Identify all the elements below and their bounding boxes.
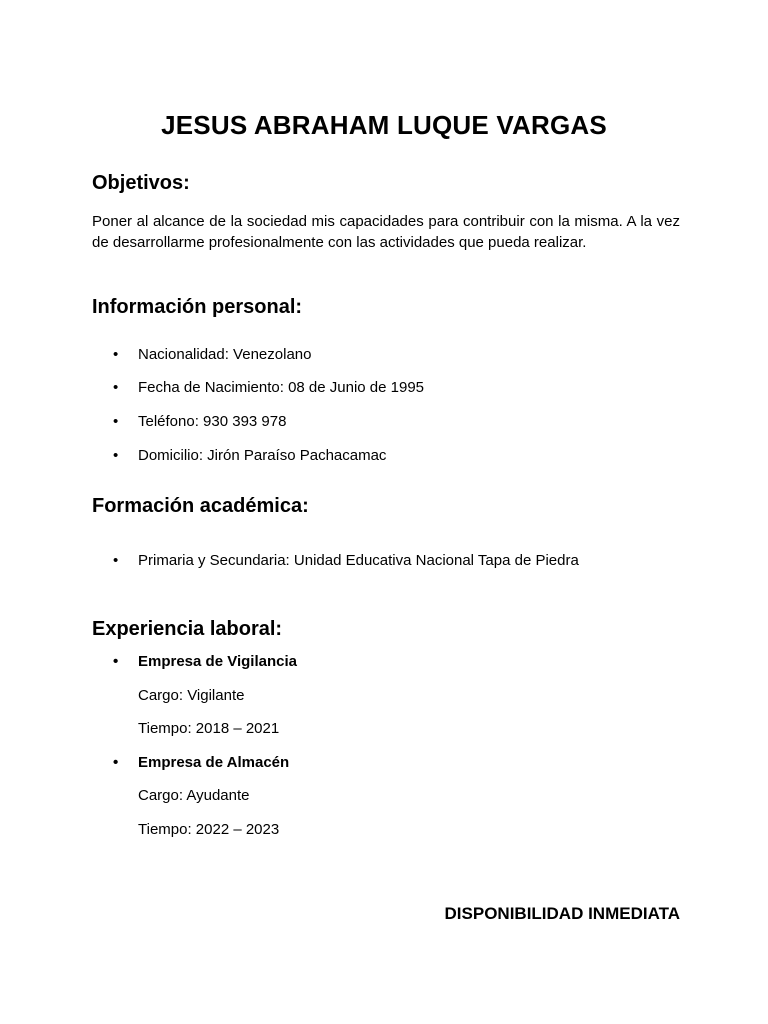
bullet-icon: •	[113, 447, 119, 464]
bullet-icon: •	[113, 346, 119, 363]
list-item	[113, 754, 290, 772]
nationality-text: Nacionalidad: Venezolano	[138, 346, 312, 363]
list-item	[113, 447, 387, 465]
job-company: Empresa de Almacén	[138, 754, 290, 771]
bullet-icon: •	[113, 754, 119, 771]
bullet-icon: •	[113, 552, 119, 569]
job-cargo: Cargo: Ayudante	[138, 787, 250, 804]
experience-heading: Experiencia laboral:	[92, 618, 283, 640]
job-company: Empresa de Vigilancia	[138, 653, 297, 670]
bullet-icon: •	[113, 379, 119, 396]
list-item	[113, 346, 312, 364]
list-item	[113, 379, 425, 397]
address-text: Domicilio: Jirón Paraíso Pachacamac	[138, 447, 387, 464]
objectives-heading: Objetivos:	[92, 172, 190, 194]
availability-note: DISPONIBILIDAD INMEDIATA	[444, 904, 680, 923]
phone-text: Teléfono: 930 393 978	[138, 413, 287, 430]
job-tiempo: Tiempo: 2018 – 2021	[138, 720, 280, 737]
personal-info-heading: Información personal:	[92, 296, 303, 318]
birthdate-text: Fecha de Nacimiento: 08 de Junio de 1995	[138, 379, 425, 396]
candidate-name: JESUS ABRAHAM LUQUE VARGAS	[161, 110, 607, 140]
job-tiempo: Tiempo: 2022 – 2023	[138, 821, 280, 838]
bullet-icon: •	[113, 413, 119, 430]
list-item	[113, 653, 297, 671]
list-item	[113, 552, 579, 570]
education-heading: Formación académica:	[92, 495, 309, 517]
objectives-text: Poner al alcance de la sociedad mis capacidades para contribuir con la misma. A la vez de desarrollarme profesionalmente con las actividades que pueda realizar.	[92, 213, 680, 251]
education-text: Primaria y Secundaria: Unidad Educativa Nacional Tapa de Piedra	[138, 552, 579, 569]
list-item	[113, 413, 287, 431]
bullet-icon: •	[113, 653, 119, 670]
job-cargo: Cargo: Vigilante	[138, 687, 245, 704]
